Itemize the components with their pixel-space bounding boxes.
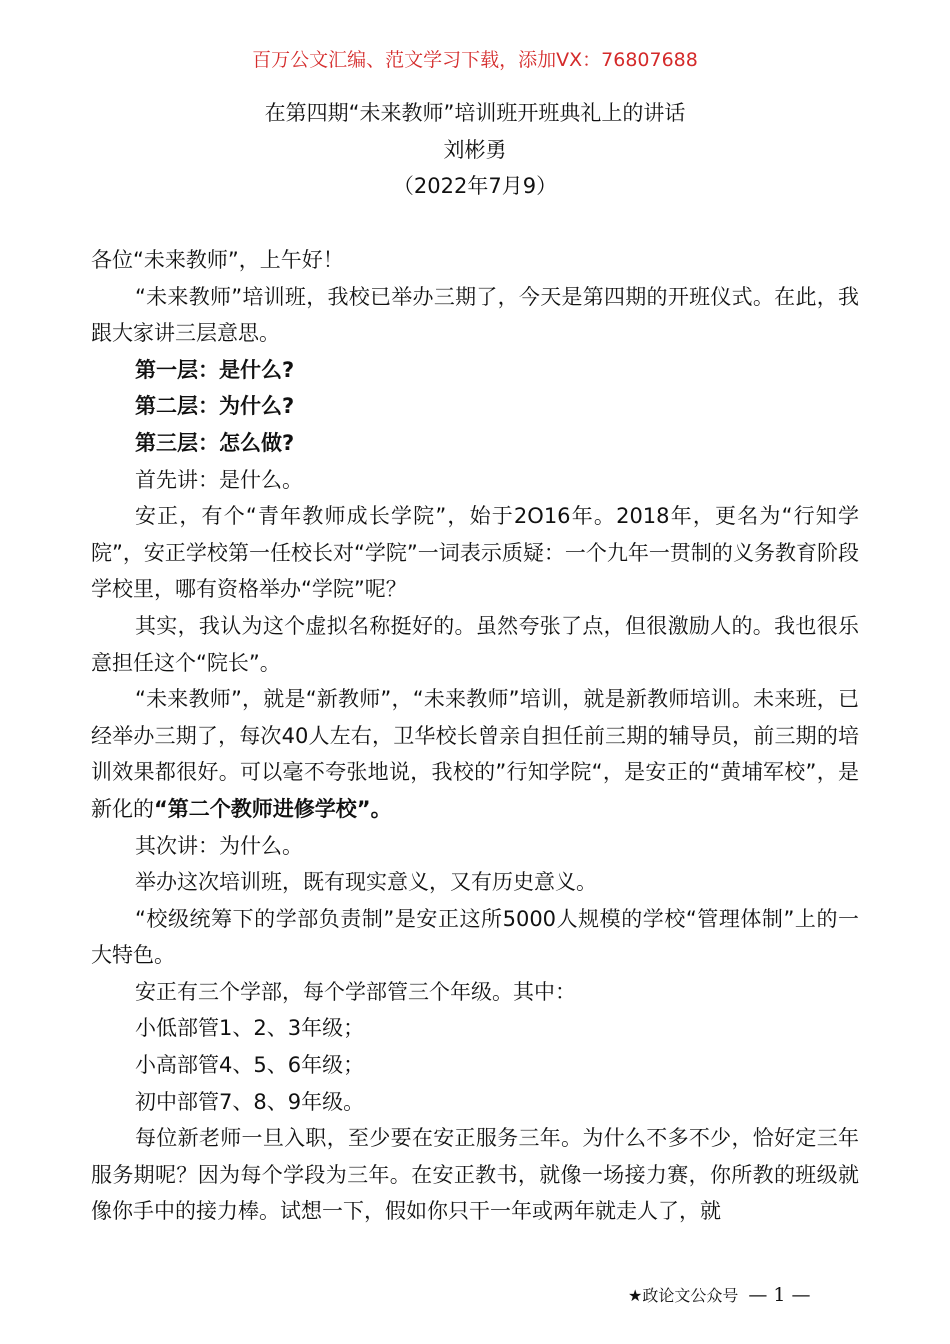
section-heading-2: 第二层：为什么? — [135, 394, 295, 419]
paragraph: 每位新老师一旦入职，至少要在安正服务三年。为什么不多不少，恰好定三年服务期呢？因为每个学段为三年。在安正教书，就像一场接力赛，你所教的班级就像你手中的接力棒。试想一下，假如你只干一年或两年就走人了，就 — [91, 1126, 859, 1224]
promo-banner: 百万公文汇编、范文学习下载，添加VX：76807688 — [252, 49, 698, 71]
paragraph — [91, 681, 859, 827]
section-heading-3: 第三层：怎么做? — [135, 430, 295, 455]
page-number: — 1 — — [748, 1284, 811, 1306]
emphasis-text: “第二个教师进修学校”。 — [154, 796, 392, 821]
section-heading-1: 第一层：是什么? — [135, 357, 295, 382]
list-item: 小低部管1、2、3年级； — [135, 1016, 365, 1041]
paragraph: 其实，我认为这个虚拟名称挺好的。虽然夸张了点，但很激励人的。我也很乐意担任这个“院长”。 — [91, 613, 859, 675]
paragraph: 首先讲：是什么。 — [135, 467, 303, 492]
list-item: 小高部管4、5、6年级； — [135, 1053, 365, 1078]
paragraph: 安正，有个“青年教师成长学院”，始于2O16年。2018年，更名为“行知学院”，安正学校第一任校长对“学院”一词表示质疑：一个九年一贯制的义务教育阶段学校里，哪有资格举办“学院”呢？ — [91, 504, 859, 602]
paragraph: 其次讲：为什么。 — [135, 833, 303, 858]
paragraph: “校级统筹下的学部负责制”是安正这所5000人规模的学校“管理体制”上的一大特色。 — [91, 906, 859, 968]
document-body — [91, 242, 859, 1230]
greeting: 各位“未来教师”，上午好！ — [91, 248, 344, 272]
page-footer — [628, 1282, 811, 1309]
list-item: 初中部管7、8、9年级。 — [135, 1089, 365, 1114]
paragraph: 举办这次培训班，既有现实意义，又有历史意义。 — [135, 870, 597, 895]
footer-source: ★政论文公众号 — [628, 1286, 739, 1305]
paragraph: 安正有三个学部，每个学部管三个年级。其中： — [135, 979, 576, 1004]
paragraph-text: “未来教师”，就是“新教师”，“未来教师”培训，就是新教师培训。未来班，已经举办三期了，每次40人左右，卫华校长曾亲自担任前三期的辅导员，前三期的培训效果都很好。可以毫不夸张地说，我校的”行知学院“，是安正的“黄埔军校”，是新化的 — [91, 687, 859, 821]
paragraph: “未来教师”培训班，我校已举办三期了，今天是第四期的开班仪式。在此，我跟大家讲三层意思。 — [91, 284, 859, 346]
document-title: 在第四期“未来教师”培训班开班典礼上的讲话 — [264, 101, 686, 125]
speech-date: （2022年7月9） — [392, 174, 558, 198]
author-name: 刘彬勇 — [443, 138, 507, 162]
